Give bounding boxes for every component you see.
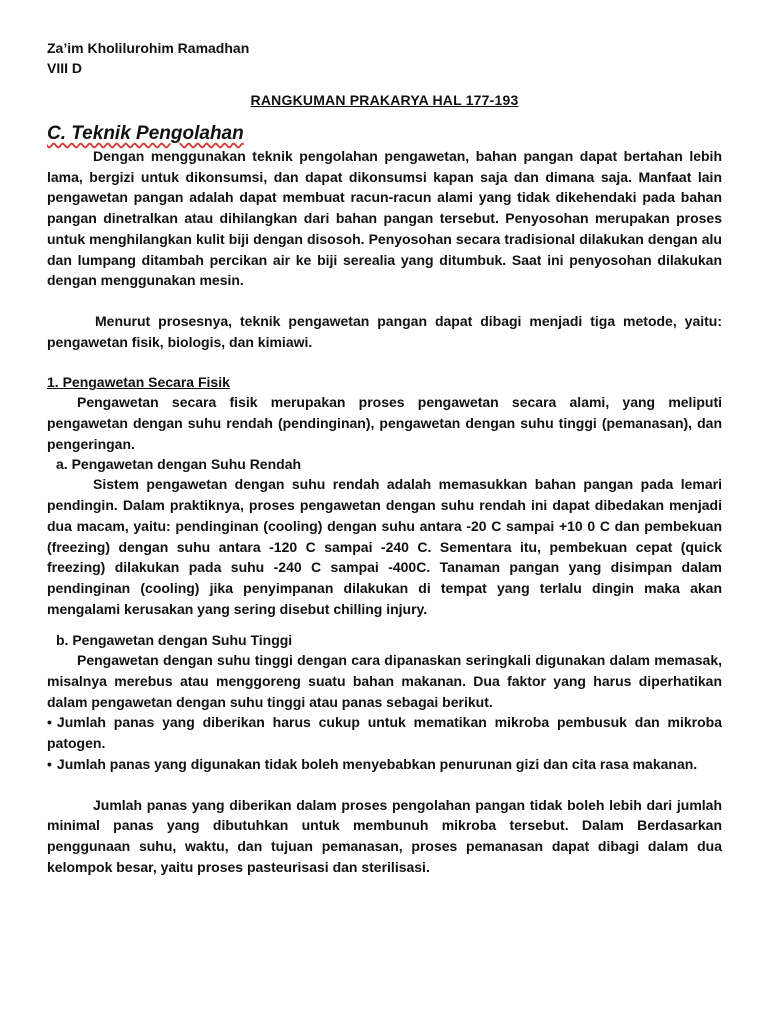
- bullet-icon: •: [47, 755, 52, 772]
- sub-b-heading: b. Pengawetan dengan Suhu Tinggi: [56, 632, 293, 649]
- section-c-paragraph-1: Dengan menggunakan teknik pengolahan pengawetan, bahan pangan dapat bertahan lebih lama, bergizi untuk dikonsumsi, dan dapat dikonsumsi kapan saja dan dimana saja. Manfaat lain pengawetan pangan adalah dapat membuat racun-racun alami yang tidak dikehendaki pada bahan pangan dinetralkan atau dihilangkan dari bahan pangan tersebut. Penyosohan merupakan proses untuk menghilangkan kulit biji dengan disosoh. Penyosohan secara tradisional dilakukan dengan alu dan lumpang ditambah percikan air ke biji serealia yang ditumbuk. Saat ini penyosohan dilakukan dengan menggunakan mesin.: [47, 148, 722, 289]
- bullet-text: Jumlah panas yang diberikan harus cukup untuk mematikan mikroba pembusuk dan mikroba patogen.: [47, 714, 722, 752]
- bullet-text: Jumlah panas yang digunakan tidak boleh menyebabkan penurunan gizi dan cita rasa makanan.: [56, 755, 698, 772]
- section-c-heading: C. Teknik Pengolahan: [47, 123, 244, 144]
- section-1-heading: 1. Pengawetan Secara Fisik: [47, 374, 230, 391]
- list-item: [47, 754, 722, 775]
- section-c-paragraph-2: Menurut prosesnya, teknik pengawetan pangan dapat dibagi menjadi tiga metode, yaitu: pengawetan fisik, biologis, dan kimiawi.: [47, 312, 722, 350]
- sub-b-paragraph: Pengawetan dengan suhu tinggi dengan cara dipanaskan seringkali digunakan dalam memasak, misalnya merebus atau menggoreng suatu bahan makanan. Dua faktor yang harus diperhatikan dalam pengawetan dengan suhu tinggi atau panas sebagai berikut.: [47, 652, 722, 710]
- sub-b-closing-paragraph: Jumlah panas yang diberikan dalam proses pengolahan pangan tidak boleh lebih dari jumlah minimal panas yang dibutuhkan untuk membunuh mikroba tersebut. Dalam Berdasarkan penggunaan suhu, waktu, dan tujuan pemanasan, proses pemanasan dapat dibagi dalam dua kelompok besar, yaitu proses pasteurisasi dan sterilisasi.: [47, 796, 722, 875]
- section-1-intro: Pengawetan secara fisik merupakan proses pengawetan secara alami, yang meliputi pengawetan dengan suhu rendah (pendinginan), pengawetan dengan suhu tinggi (pemanasan), dan pengeringan.: [47, 394, 722, 452]
- class-label: VIII D: [47, 60, 83, 76]
- author-name: Za’im Kholilurohim Ramadhan: [47, 40, 250, 56]
- list-item: [47, 712, 722, 753]
- sub-a-paragraph: Sistem pengawetan dengan suhu rendah adalah memasukkan bahan pangan pada lemari pendingin. Dalam praktiknya, proses pengawetan dengan suhu rendah ini dapat dibedakan menjadi dua macam, yaitu: pendinginan (cooling) dengan suhu antara -20 C sampai +10 0 C dan pembekuan (freezing) dengan suhu antara -120 C sampai -240 C. Sementara itu, pembekuan cepat (quick freezing) dilakukan pada suhu -240 C sampai -400C. Tanaman pangan yang disimpan dalam pendinginan (cooling) jika penyimpanan dilakukan di tempat yang terlalu dingin maka akan mengalami kerusakan yang sering disebut chilling injury.: [47, 476, 722, 617]
- bullet-icon: •: [47, 714, 52, 731]
- sub-a-heading: a. Pengawetan dengan Suhu Rendah: [56, 456, 302, 473]
- document-title: RANGKUMAN PRAKARYA HAL 177-193: [250, 92, 519, 108]
